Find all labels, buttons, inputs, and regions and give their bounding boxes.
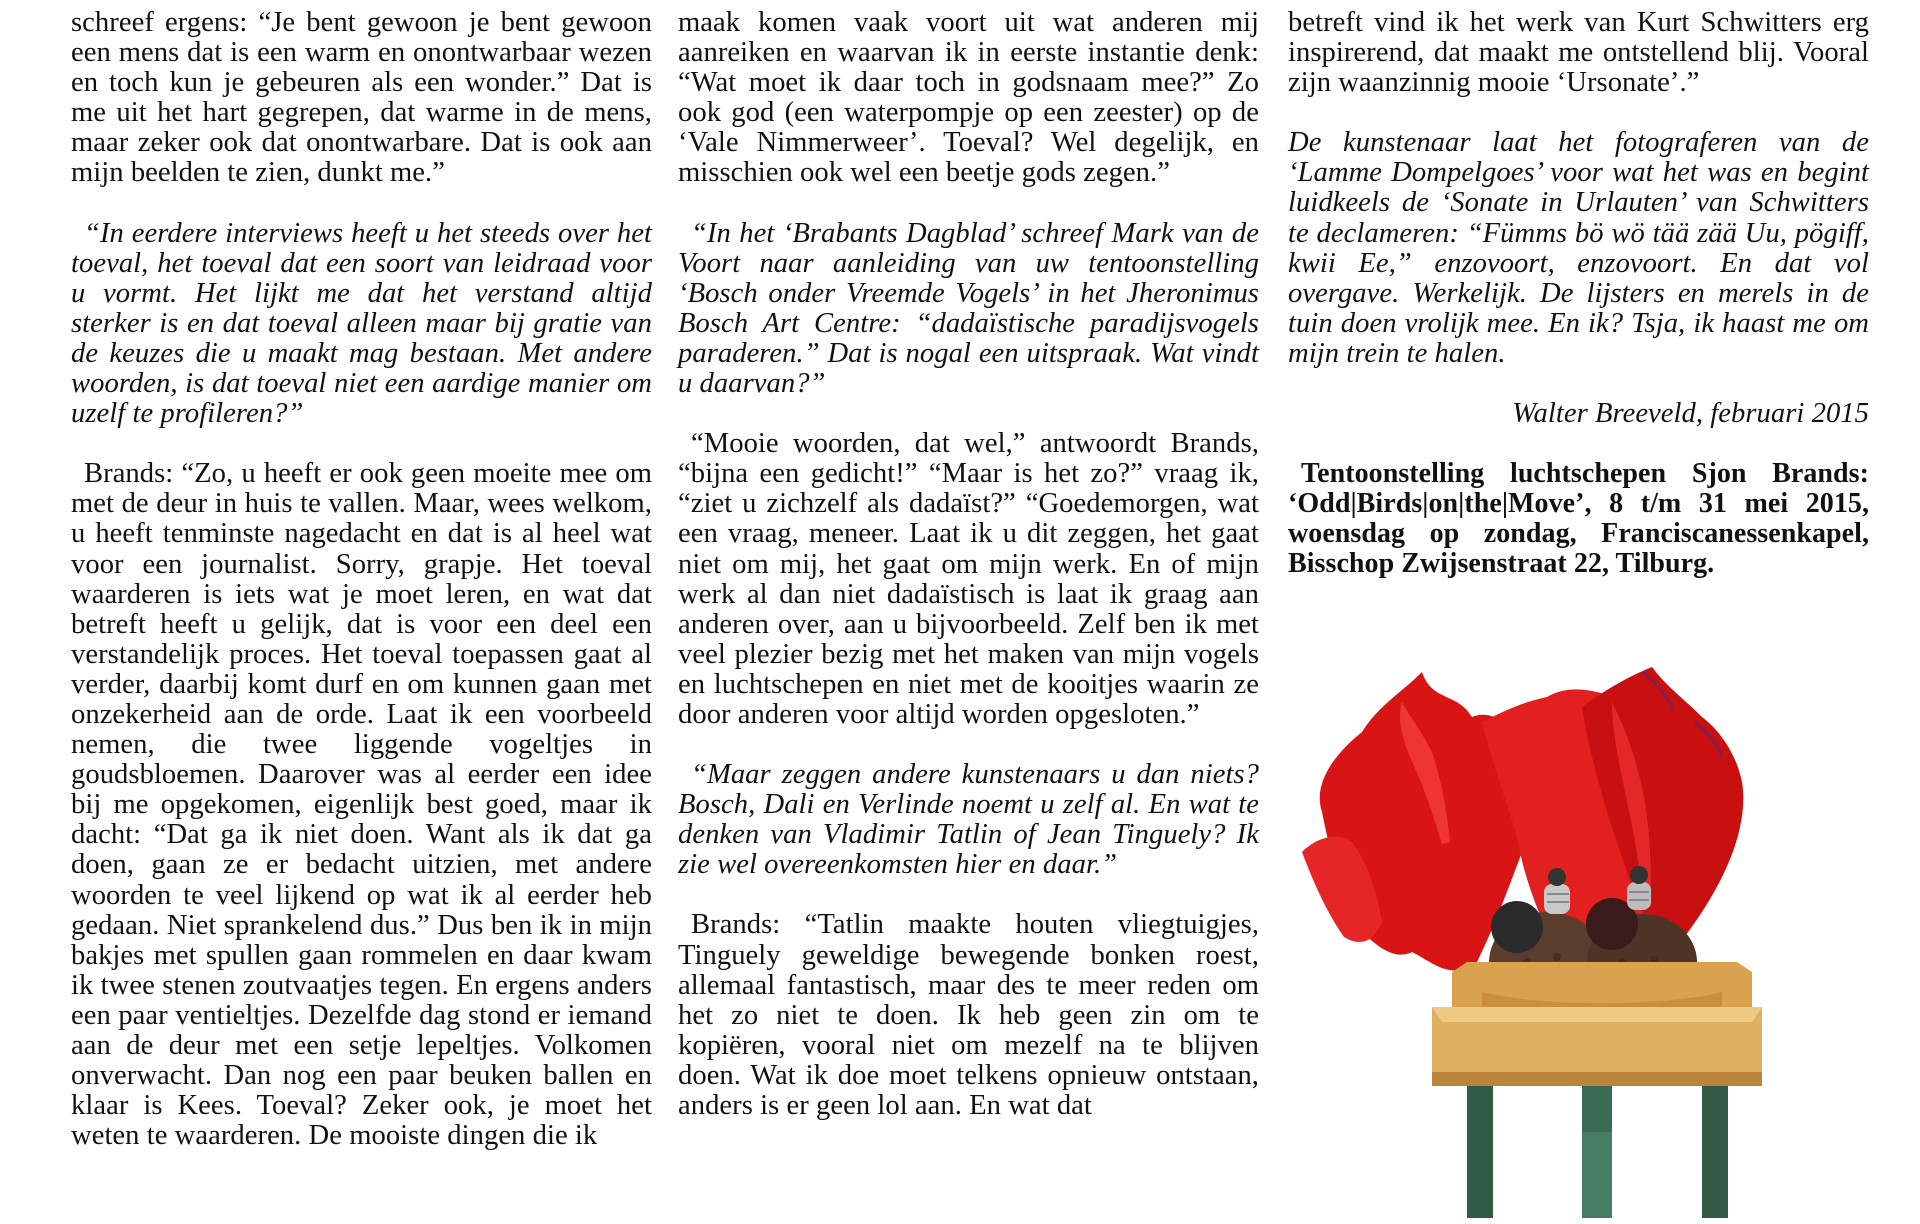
column-3	[1288, 8, 1869, 610]
paragraph: maak komen vaak voort uit wat anderen mij aanreiken en waarvan ik in eerste instantie denk: “Wat moet ik daar toch in godsnaam mee?” Zo ook god (een waterpompje op een zeester) op de ‘Vale Nimmerweer’. Toeval? Wel degelijk, en misschien ook wel een beetje gods zegen.”	[678, 7, 1259, 189]
paragraph: Brands: “Tatlin maakte houten vliegtuigjes, Tinguely geweldige bewegende bonken roest, allemaal fantastisch, maar des te meer reden om het zo niet te doen. Ik heb geen zin om te kopiëren, vooral niet om mezelf na te blijven doen. Wat ik doe moet telkens opnieuw ontstaan, anders is er geen lol aan. En wat dat	[678, 909, 1259, 1121]
column-2	[678, 8, 1259, 1151]
author-signature: Walter Breeveld, februari 2015	[1512, 398, 1869, 430]
paragraph: betreft vind ik het werk van Kurt Schwitters erg inspirerend, dat maakt me ontstellend blij. Vooral zijn waanzinnig mooie ‘Ursonate’.”	[1288, 7, 1869, 99]
interview-question: “In eerdere interviews heeft u het steeds over het toeval, het toeval dat een soort van leidraad voor u vormt. Het lijkt me dat het verstand altijd sterker is en dat toeval alleen maar bij gratie van de keuzes die u maakt mag bestaan. Met andere woorden, is dat toeval niet een aardige manier om uzelf te profileren?”	[71, 217, 652, 430]
wooden-stand	[1432, 962, 1762, 1218]
paragraph: “Mooie woorden, dat wel,” antwoordt Brands, “bijna een gedicht!” “Maar is het zo?” vraag ik, “ziet u zichzelf als dadaïst?” “Goedemorgen, wat een vraag, meneer. Laat ik u dit zeggen, het gaat niet om mij, het gaat om mijn werk. En of mijn werk al dan niet dadaïstisch is laat ik graag aan anderen over, aan u bijvoorbeeld. Zelf ben ik met veel plezier bezig met het maken van mijn vogels en luchtschepen en niet met de kooitjes waarin ze door anderen voor altijd worden opgesloten.”	[678, 428, 1259, 730]
bird-sculpture-photo	[1282, 662, 1882, 1218]
exhibition-info: Tentoonstelling luchtschepen Sjon Brands: ‘Odd|Birds|on|the|Move’, 8 t/m 31 mei 2015, woensdag op zondag, Franciscanessenkapel, Bisschop Zwijsenstraat 22, Tilburg.	[1288, 458, 1869, 580]
interview-question: “In het ‘Brabants Dagblad’ schreef Mark van de Voort naar aanleiding van uw tentoonstelling ‘Bosch onder Vreemde Vogels’ in het Jheronimus Bosch Art Centre: “dadaïstische paradijsvogels paraderen.” Dat is nogal een uitspraak. Wat vindt u daarvan?”	[678, 217, 1259, 400]
interview-question: “Maar zeggen andere kunstenaars u dan niets? Bosch, Dali en Verlinde noemt u zelf al. En wat te denken van Vladimir Tatlin of Jean Tinguely? Ik zie wel overeenkomsten hier en daar.”	[678, 759, 1259, 881]
column-1	[71, 8, 652, 1181]
paragraph: schreef ergens: “Je bent gewoon je bent gewoon een mens dat is een warm en onontwarbaar wezen en toch kun je gebeuren als een wonder.” Dat is me uit het hart gegrepen, dat warme in de mens, maar zeker ook dat onontwarbare. Dat is ook aan mijn beelden te zien, dunkt me.”	[71, 7, 652, 189]
paragraph: Brands: “Zo, u heeft er ook geen moeite mee om met de deur in huis te vallen. Maar, wees welkom, u heeft tenminste nagedacht en dat is al heel wat voor een journalist. Sorry, grapje. Het toeval waarderen is iets wat je moet leren, en wat dat betreft heeft u gelijk, dat is voor een deel een verstandelijk proces. Het toeval toepassen gaat al verder, daarbij komt durf en om kunnen gaan met onzekerheid aan de orde. Laat ik een voorbeeld nemen, die twee liggende vogeltjes in goudsbloemen. Daarover was al eerder een idee bij me opgekomen, eigenlijk best goed, maar ik dacht: “Dat ga ik niet doen. Want als ik dat ga doen, gaan ze er bedacht uitzien, met andere woorden te veel lijkend op wat ik al eerder heb gedaan. Niet sprankelend dus.” Dus ben ik in mijn bakjes met spullen gaan rommelen en daar kwam ik twee stenen zoutvaatjes tegen. En ergens anders een paar ventieltjes. Dezelfde dag stond er iemand aan de deur met een setje lepeltjes. Volkomen onverwacht. Dan nog een paar beuken ballen en klaar is Kees. Toeval? Zeker ook, je moet het weten te waarderen. De mooiste dingen die ik	[71, 458, 652, 1152]
narrative-paragraph: De kunstenaar laat het fotograferen van de ‘Lamme Dompelgoes’ voor wat het was en begint luidkeels de ‘Sonate in Urlauten’ van Schwitters te declameren: “Fümms bö wö tää zää Uu, pögiff, kwii Ee,” enzovoort, enzovoort. En dat vol overgave. Werkelijk. De lijsters en merels in de tuin doen vrolijk mee. En ik? Tsja, ik haast me om mijn trein te halen.	[1288, 127, 1869, 369]
